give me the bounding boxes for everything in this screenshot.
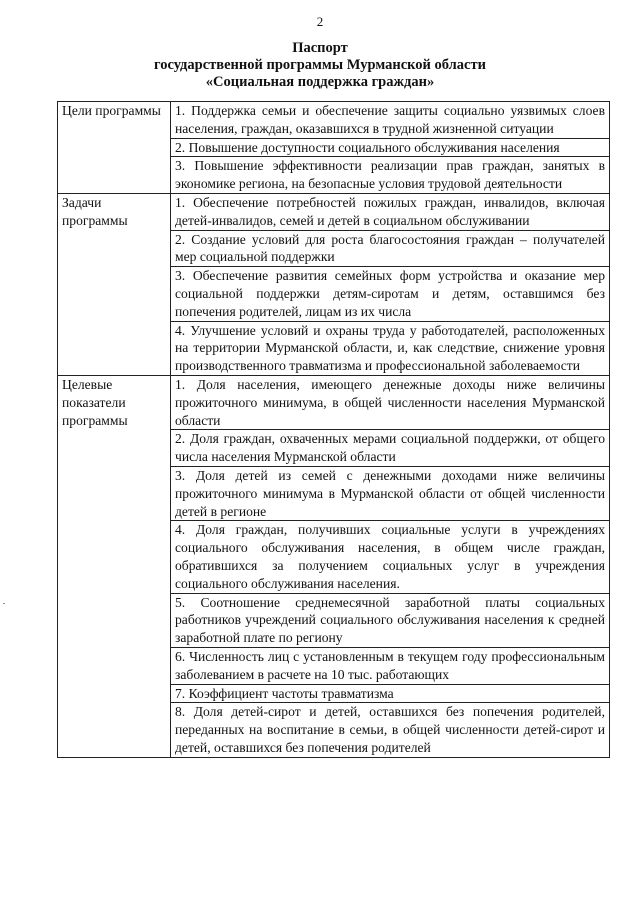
- indicator-item: 1. Доля населения, имеющего денежные доходы ниже величины прожиточного минимума, в общей численности населения Мурманской области: [171, 375, 610, 429]
- indicator-item: 2. Доля граждан, охваченных мерами социальной поддержки, от общего числа населения Мурманской области: [171, 430, 610, 467]
- document-title: [0, 40, 640, 91]
- indicator-item: 8. Доля детей-сирот и детей, оставшихся без попечения родителей, переданных на воспитание в семьи, в общей численности детей-сирот и детей, оставшихся без попечения родителей: [171, 703, 610, 757]
- passport-table: [57, 101, 610, 758]
- table-row: [58, 193, 610, 230]
- task-item: 1. Обеспечение потребностей пожилых граждан, инвалидов, включая детей-инвалидов, семей и детей в социальном обслуживании: [171, 193, 610, 230]
- goal-item: 3. Повышение эффективности реализации прав граждан, занятых в экономике региона, на безопасные условия трудовой деятельности: [171, 157, 610, 194]
- scan-artifact: [3, 603, 5, 604]
- indicator-item: 6. Численность лиц с установленным в текущем году профессиональным заболеванием в расчете на 10 тыс. работающих: [171, 647, 610, 684]
- section-label-goals: Цели программы: [58, 102, 171, 194]
- table-row: [58, 375, 610, 429]
- indicator-item: 5. Соотношение среднемесячной заработной платы социальных работников учреждений социального обслуживания населения к средней заработной плате по региону: [171, 593, 610, 647]
- goal-item: 1. Поддержка семьи и обеспечение защиты социально уязвимых слоев населения, граждан, оказавшихся в трудной жизненной ситуации: [171, 102, 610, 139]
- indicator-item: 7. Коэффициент частоты травматизма: [171, 684, 610, 703]
- task-item: 3. Обеспечение развития семейных форм устройства и оказание мер социальной поддержки детям-сиротам и детям, оставшимся без попечения родителей, лицам из их числа: [171, 267, 610, 321]
- page-number: 2: [316, 14, 324, 29]
- section-label-indicators: Целевые показатели программы: [58, 375, 171, 757]
- goal-item: 2. Повышение доступности социального обслуживания населения: [171, 138, 610, 157]
- indicator-item: 3. Доля детей из семей с денежными доходами ниже величины прожиточного минимума в Мурманской области от общей численности детей в регионе: [171, 466, 610, 520]
- title-line-2: государственной программы Мурманской области: [154, 57, 486, 73]
- task-item: 2. Создание условий для роста благосостояния граждан – получателей мер социальной поддержки: [171, 230, 610, 267]
- section-label-tasks: Задачи программы: [58, 193, 171, 375]
- indicator-item: 4. Доля граждан, получивших социальные услуги в учреждениях социального обслуживания населения, в общем числе граждан, обратившихся за получением социальных услуг в учреждения социального обслуживания населения.: [171, 521, 610, 593]
- table-row: [58, 102, 610, 139]
- task-item: 4. Улучшение условий и охраны труда у работодателей, расположенных на территории Мурманской области, и, как следствие, снижение уровня производственного травматизма и профессиональной заболеваемости: [171, 321, 610, 375]
- title-line-3: «Социальная поддержка граждан»: [205, 74, 435, 90]
- title-line-1: Паспорт: [292, 40, 348, 56]
